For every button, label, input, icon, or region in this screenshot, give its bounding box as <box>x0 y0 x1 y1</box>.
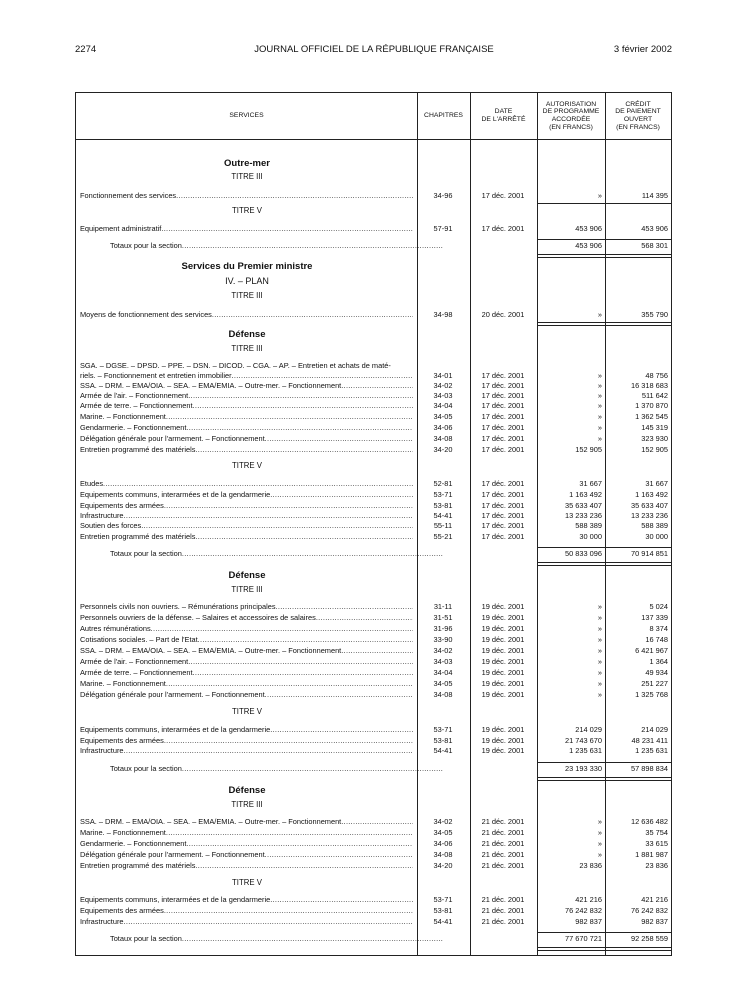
page-number: 2274 <box>75 44 97 55</box>
autorisation-cell: » <box>597 371 602 380</box>
autorisation-cell: » <box>597 828 602 837</box>
chapitre-cell: 31-11 <box>433 602 453 611</box>
total-double-rule <box>537 562 605 566</box>
table-row <box>76 532 671 542</box>
service-cell: Autres rémunérations ..... <box>80 624 413 634</box>
chapitre-cell: 53-71 <box>433 725 453 734</box>
credit-cell: 137 339 <box>641 613 668 622</box>
total-double-rule <box>605 777 671 781</box>
entry-rule <box>605 322 671 326</box>
chapitre-cell: 54-41 <box>433 917 453 926</box>
date-cell: 17 déc. 2001 <box>481 511 525 520</box>
credit-cell: 57 898 834 <box>631 764 668 773</box>
table-row <box>76 361 671 371</box>
service-cell: Personnels civils non ouvriers. – Rémunérations principales ..... <box>80 602 413 612</box>
date-cell: 19 déc. 2001 <box>481 668 525 677</box>
chapitre-cell: 31-51 <box>433 613 453 622</box>
date-cell: 17 déc. 2001 <box>481 501 525 510</box>
autorisation-cell: 453 906 <box>575 241 602 250</box>
autorisation-cell: 1 163 492 <box>569 490 602 499</box>
date-cell: 21 déc. 2001 <box>481 895 525 904</box>
date-cell: 17 déc. 2001 <box>481 445 525 454</box>
service-cell: Infrastructure ..... <box>80 746 413 756</box>
chapitre-cell: 55-21 <box>433 532 453 541</box>
date-cell: 20 déc. 2001 <box>481 310 525 319</box>
credit-cell: 251 227 <box>641 679 668 688</box>
table-row <box>76 490 671 500</box>
date-cell: 19 déc. 2001 <box>481 613 525 622</box>
table-row <box>76 861 671 871</box>
table-body <box>76 93 671 955</box>
section-title: Défense <box>228 329 266 340</box>
chapitre-cell: 34-05 <box>433 679 453 688</box>
total-double-rule <box>605 254 671 258</box>
table-row <box>76 917 671 927</box>
service-cell: Infrastructure ..... <box>80 917 413 927</box>
autorisation-cell: » <box>597 423 602 432</box>
section-subtitle: TITRE III <box>231 800 263 809</box>
total-row <box>76 549 671 559</box>
chapitre-cell: 34-03 <box>433 657 453 666</box>
service-cell: Equipements communs, interarmées et de la gendarmerie ..... <box>80 725 413 735</box>
chapitre-cell: 54-41 <box>433 746 453 755</box>
credit-cell: 35 633 407 <box>631 501 668 510</box>
table-row <box>76 828 671 838</box>
credit-cell: 214 029 <box>641 725 668 734</box>
section-subtitle: TITRE V <box>232 461 262 470</box>
table-row <box>76 434 671 444</box>
table-row <box>76 736 671 746</box>
date-cell: 17 déc. 2001 <box>481 521 525 530</box>
credit-cell: 13 233 236 <box>631 511 668 520</box>
total-row <box>76 934 671 944</box>
autorisation-cell: » <box>597 401 602 410</box>
credit-cell: 35 754 <box>645 828 668 837</box>
service-cell: Personnels ouvriers de la défense. – Salaires et accessoires de salaires ..... <box>80 613 413 623</box>
table-row <box>76 850 671 860</box>
appropriations-table <box>75 92 672 956</box>
total-double-rule <box>605 947 671 951</box>
chapitre-cell: 34-02 <box>433 646 453 655</box>
credit-cell: 588 389 <box>641 521 668 530</box>
credit-cell: 6 421 967 <box>635 646 668 655</box>
date-cell: 21 déc. 2001 <box>481 906 525 915</box>
service-cell: riels. – Fonctionnement et entretien immobilier ..... <box>80 371 413 381</box>
autorisation-cell: » <box>597 635 602 644</box>
table-row <box>76 191 671 201</box>
autorisation-cell: » <box>597 839 602 848</box>
service-cell: Gendarmerie. – Fonctionnement ..... <box>80 839 413 849</box>
autorisation-cell: 35 633 407 <box>565 501 602 510</box>
credit-cell: 92 258 559 <box>631 934 668 943</box>
credit-cell: 453 906 <box>641 224 668 233</box>
date-cell: 17 déc. 2001 <box>481 401 525 410</box>
date-cell: 19 déc. 2001 <box>481 690 525 699</box>
service-cell: SSA. – DRM. – EMA/OIA. – SEA. – EMA/EMIA. – Outre-mer. – Fonctionnement ..... <box>80 381 413 391</box>
col-header-credit: CRÉDIT DE PAIEMENT OUVERT (EN FRANCS) <box>615 100 661 131</box>
publication-date: 3 février 2002 <box>613 44 672 55</box>
service-cell: Infrastructure ..... <box>80 511 413 521</box>
date-cell: 19 déc. 2001 <box>481 679 525 688</box>
service-cell: Délégation générale pour l'armement. – Fonctionnement ..... <box>80 850 413 860</box>
chapitre-cell: 34-06 <box>433 839 453 848</box>
table-row <box>76 310 671 320</box>
date-cell: 21 déc. 2001 <box>481 828 525 837</box>
table-row <box>76 381 671 391</box>
chapitre-cell: 31-96 <box>433 624 453 633</box>
chapitre-cell: 34-98 <box>433 310 453 319</box>
col-header-services: SERVICES <box>229 112 264 120</box>
date-cell: 17 déc. 2001 <box>481 412 525 421</box>
service-cell: Totaux pour la section ..... <box>110 549 443 559</box>
section-title: Défense <box>228 570 266 581</box>
table-row <box>76 668 671 678</box>
date-cell: 17 déc. 2001 <box>481 479 525 488</box>
table-row <box>76 725 671 735</box>
credit-cell: 1 325 768 <box>635 690 668 699</box>
autorisation-cell: 421 216 <box>575 895 602 904</box>
autorisation-cell: » <box>597 690 602 699</box>
service-cell: Cotisations sociales. – Part de l'Etat ..... <box>80 635 413 645</box>
autorisation-cell: 23 836 <box>579 861 602 870</box>
date-cell: 17 déc. 2001 <box>481 381 525 390</box>
chapitre-cell: 55-11 <box>433 521 453 530</box>
service-cell: Moyens de fonctionnement des services ..... <box>80 310 413 320</box>
subtotal-rule <box>537 547 605 548</box>
service-cell: SSA. – DRM. – EMA/OIA. – SEA. – EMA/EMIA. – Outre-mer. – Fonctionnement ..... <box>80 646 413 656</box>
autorisation-cell: 152 905 <box>575 445 602 454</box>
total-double-rule <box>605 562 671 566</box>
chapitre-cell: 34-02 <box>433 817 453 826</box>
table-row <box>76 646 671 656</box>
subtotal-rule <box>605 932 671 933</box>
credit-cell: 511 642 <box>641 391 668 400</box>
autorisation-cell: » <box>597 381 602 390</box>
chapitre-cell: 52-81 <box>433 479 453 488</box>
chapitre-cell: 34-06 <box>433 423 453 432</box>
service-cell: Fonctionnement des services ..... <box>80 191 413 201</box>
date-cell: 21 déc. 2001 <box>481 861 525 870</box>
credit-cell: 33 615 <box>645 839 668 848</box>
table-row <box>76 635 671 645</box>
subtotal-rule <box>605 547 671 548</box>
credit-cell: 355 790 <box>641 310 668 319</box>
service-cell: Soutien des forces ..... <box>80 521 413 531</box>
service-cell: Equipements communs, interarmées et de la gendarmerie ..... <box>80 895 413 905</box>
total-double-rule <box>537 777 605 781</box>
service-cell: Equipement administratif ..... <box>80 224 413 234</box>
autorisation-cell: 21 743 670 <box>565 736 602 745</box>
section-subtitle: TITRE III <box>231 172 263 181</box>
chapitre-cell: 33-90 <box>433 635 453 644</box>
section-title: Services du Premier ministre <box>181 261 313 272</box>
chapitre-cell: 34-05 <box>433 828 453 837</box>
credit-cell: 48 756 <box>645 371 668 380</box>
autorisation-cell: » <box>597 412 602 421</box>
section-subtitle: TITRE V <box>232 878 262 887</box>
col-header-chapitres: CHAPITRES <box>424 112 463 120</box>
table-row <box>76 624 671 634</box>
total-row <box>76 241 671 251</box>
credit-cell: 982 837 <box>641 917 668 926</box>
credit-cell: 70 914 851 <box>631 549 668 558</box>
credit-cell: 1 362 545 <box>635 412 668 421</box>
service-cell: Marine. – Fonctionnement ..... <box>80 679 413 689</box>
service-cell: Armée de terre. – Fonctionnement ..... <box>80 668 413 678</box>
service-cell: Totaux pour la section ..... <box>110 764 443 774</box>
service-cell: Gendarmerie. – Fonctionnement ..... <box>80 423 413 433</box>
credit-cell: 31 667 <box>645 479 668 488</box>
table-row <box>76 746 671 756</box>
section-subtitle: IV. – PLAN <box>225 276 269 286</box>
date-cell: 17 déc. 2001 <box>481 224 525 233</box>
autorisation-cell: » <box>597 657 602 666</box>
table-row <box>76 412 671 422</box>
chapitre-cell: 34-02 <box>433 381 453 390</box>
autorisation-cell: » <box>597 191 602 200</box>
credit-cell: 1 881 987 <box>635 850 668 859</box>
credit-cell: 48 231 411 <box>631 736 668 745</box>
credit-cell: 8 374 <box>649 624 668 633</box>
autorisation-cell: 453 906 <box>575 224 602 233</box>
section-title: Défense <box>228 785 266 796</box>
credit-cell: 23 836 <box>645 861 668 870</box>
date-cell: 21 déc. 2001 <box>481 850 525 859</box>
autorisation-cell: 77 670 721 <box>565 934 602 943</box>
journal-title: JOURNAL OFFICIEL DE LA RÉPUBLIQUE FRANÇAISE <box>254 44 494 55</box>
section-subtitle: TITRE III <box>231 291 263 300</box>
subtotal-rule <box>605 239 671 240</box>
subtotal-rule <box>605 762 671 763</box>
chapitre-cell: 57-91 <box>433 224 453 233</box>
chapitre-cell: 54-41 <box>433 511 453 520</box>
credit-cell: 1 235 631 <box>635 746 668 755</box>
date-cell: 19 déc. 2001 <box>481 602 525 611</box>
table-row <box>76 679 671 689</box>
date-cell: 17 déc. 2001 <box>481 490 525 499</box>
service-cell: Armée de l'air. – Fonctionnement ..... <box>80 657 413 667</box>
col-header-date: DATE DE L'ARRÊTÉ <box>481 108 526 123</box>
table-row <box>76 511 671 521</box>
autorisation-cell: 214 029 <box>575 725 602 734</box>
service-cell: Totaux pour la section ..... <box>110 241 443 251</box>
table-row <box>76 817 671 827</box>
autorisation-cell: » <box>597 613 602 622</box>
total-double-rule <box>537 947 605 951</box>
date-cell: 21 déc. 2001 <box>481 917 525 926</box>
service-cell: Entretien programmé des matériels ..... <box>80 532 413 542</box>
date-cell: 17 déc. 2001 <box>481 434 525 443</box>
credit-cell: 5 024 <box>649 602 668 611</box>
total-double-rule <box>537 254 605 258</box>
autorisation-cell: » <box>597 668 602 677</box>
chapitre-cell: 53-81 <box>433 501 453 510</box>
date-cell: 19 déc. 2001 <box>481 725 525 734</box>
chapitre-cell: 34-05 <box>433 412 453 421</box>
table-row <box>76 391 671 401</box>
date-cell: 19 déc. 2001 <box>481 646 525 655</box>
table-row <box>76 423 671 433</box>
credit-cell: 1 370 870 <box>635 401 668 410</box>
service-cell: Délégation générale pour l'armement. – Fonctionnement ..... <box>80 434 413 444</box>
chapitre-cell: 53-71 <box>433 490 453 499</box>
table-row <box>76 906 671 916</box>
table-row <box>76 501 671 511</box>
chapitre-cell: 53-81 <box>433 736 453 745</box>
autorisation-cell: 50 833 096 <box>565 549 602 558</box>
chapitre-cell: 34-08 <box>433 850 453 859</box>
entry-rule <box>537 203 605 204</box>
table-row <box>76 657 671 667</box>
service-cell: Marine. – Fonctionnement ..... <box>80 412 413 422</box>
autorisation-cell: 588 389 <box>575 521 602 530</box>
service-cell: Equipements des armées ..... <box>80 501 413 511</box>
credit-cell: 1 364 <box>649 657 668 666</box>
autorisation-cell: 30 000 <box>579 532 602 541</box>
chapitre-cell: 34-08 <box>433 690 453 699</box>
autorisation-cell: » <box>597 850 602 859</box>
credit-cell: 114 395 <box>641 191 668 200</box>
autorisation-cell: » <box>597 602 602 611</box>
credit-cell: 16 748 <box>645 635 668 644</box>
chapitre-cell: 34-04 <box>433 668 453 677</box>
autorisation-cell: 13 233 236 <box>565 511 602 520</box>
table-row <box>76 479 671 489</box>
credit-cell: 568 301 <box>641 241 668 250</box>
service-cell: Totaux pour la section ..... <box>110 934 443 944</box>
chapitre-cell: 34-20 <box>433 861 453 870</box>
autorisation-cell: 1 235 631 <box>569 746 602 755</box>
service-cell: SSA. – DRM. – EMA/OIA. – SEA. – EMA/EMIA. – Outre-mer. – Fonctionnement ..... <box>80 817 413 827</box>
service-cell: Armée de l'air. – Fonctionnement ..... <box>80 391 413 401</box>
table-row <box>76 445 671 455</box>
total-row <box>76 764 671 774</box>
autorisation-cell: » <box>597 817 602 826</box>
table-row <box>76 401 671 411</box>
date-cell: 17 déc. 2001 <box>481 532 525 541</box>
entry-rule <box>605 203 671 204</box>
table-row <box>76 521 671 531</box>
credit-cell: 152 905 <box>641 445 668 454</box>
date-cell: 19 déc. 2001 <box>481 657 525 666</box>
credit-cell: 1 163 492 <box>635 490 668 499</box>
section-subtitle: TITRE III <box>231 585 263 594</box>
service-cell: SGA. – DGSE. – DPSD. – PPE. – DSN. – DICOD. – CGA. – AP. – Entretien et achats de maté- <box>80 361 391 370</box>
entry-rule <box>537 322 605 326</box>
credit-cell: 49 934 <box>645 668 668 677</box>
service-cell: Entretien programmé des matériels ..... <box>80 861 413 871</box>
date-cell: 21 déc. 2001 <box>481 839 525 848</box>
service-cell: Etudes ..... <box>80 479 413 489</box>
date-cell: 21 déc. 2001 <box>481 817 525 826</box>
autorisation-cell: » <box>597 434 602 443</box>
service-cell: Armée de terre. – Fonctionnement ..... <box>80 401 413 411</box>
chapitre-cell: 34-20 <box>433 445 453 454</box>
date-cell: 17 déc. 2001 <box>481 371 525 380</box>
autorisation-cell: » <box>597 310 602 319</box>
service-cell: Equipements des armées ..... <box>80 906 413 916</box>
section-subtitle: TITRE V <box>232 707 262 716</box>
service-cell: Entretien programmé des matériels ..... <box>80 445 413 455</box>
date-cell: 17 déc. 2001 <box>481 191 525 200</box>
service-cell: Equipements communs, interarmées et de la gendarmerie ..... <box>80 490 413 500</box>
table-row <box>76 690 671 700</box>
autorisation-cell: » <box>597 624 602 633</box>
autorisation-cell: 982 837 <box>575 917 602 926</box>
service-cell: Equipements des armées ..... <box>80 736 413 746</box>
chapitre-cell: 34-08 <box>433 434 453 443</box>
table-row <box>76 371 671 381</box>
date-cell: 17 déc. 2001 <box>481 391 525 400</box>
date-cell: 19 déc. 2001 <box>481 635 525 644</box>
table-row <box>76 839 671 849</box>
credit-cell: 145 319 <box>641 423 668 432</box>
credit-cell: 12 636 482 <box>631 817 668 826</box>
autorisation-cell: » <box>597 391 602 400</box>
subtotal-rule <box>537 762 605 763</box>
service-cell: Marine. – Fonctionnement ..... <box>80 828 413 838</box>
chapitre-cell: 34-96 <box>433 191 453 200</box>
credit-cell: 16 318 683 <box>631 381 668 390</box>
credit-cell: 421 216 <box>641 895 668 904</box>
credit-cell: 30 000 <box>645 532 668 541</box>
table-row <box>76 895 671 905</box>
date-cell: 19 déc. 2001 <box>481 736 525 745</box>
section-subtitle: TITRE V <box>232 206 262 215</box>
col-header-autorisation: AUTORISATION DE PROGRAMME ACCORDÉE (EN FRANCS) <box>542 100 600 131</box>
autorisation-cell: 76 242 832 <box>565 906 602 915</box>
credit-cell: 323 930 <box>641 434 668 443</box>
table-row <box>76 224 671 234</box>
chapitre-cell: 53-81 <box>433 906 453 915</box>
autorisation-cell: 31 667 <box>579 479 602 488</box>
autorisation-cell: 23 193 330 <box>565 764 602 773</box>
date-cell: 19 déc. 2001 <box>481 746 525 755</box>
service-cell: Délégation générale pour l'armement. – Fonctionnement ..... <box>80 690 413 700</box>
chapitre-cell: 34-01 <box>433 371 453 380</box>
chapitre-cell: 34-03 <box>433 391 453 400</box>
section-subtitle: TITRE III <box>231 344 263 353</box>
subtotal-rule <box>537 239 605 240</box>
autorisation-cell: » <box>597 679 602 688</box>
table-row <box>76 602 671 612</box>
subtotal-rule <box>537 932 605 933</box>
date-cell: 17 déc. 2001 <box>481 423 525 432</box>
chapitre-cell: 53-71 <box>433 895 453 904</box>
chapitre-cell: 34-04 <box>433 401 453 410</box>
table-row <box>76 613 671 623</box>
credit-cell: 76 242 832 <box>631 906 668 915</box>
autorisation-cell: » <box>597 646 602 655</box>
date-cell: 19 déc. 2001 <box>481 624 525 633</box>
section-title: Outre-mer <box>224 158 270 169</box>
